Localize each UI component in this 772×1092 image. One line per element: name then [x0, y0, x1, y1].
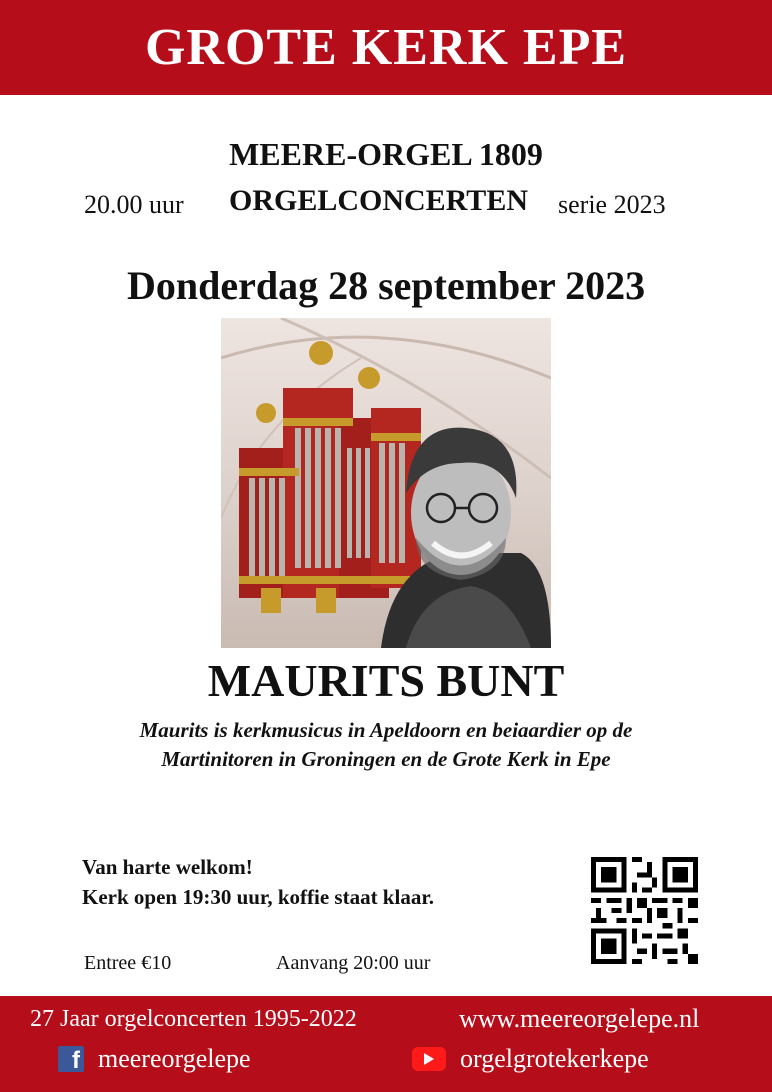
facebook-link[interactable] — [58, 1044, 251, 1074]
bio-line-1: Maurits is kerkmusicus in Apeldoorn en beiaardier op de — [139, 718, 633, 742]
years-text: 27 Jaar orgelconcerten 1995-2022 — [30, 1006, 357, 1032]
entry-price: Entree €10 — [84, 952, 172, 974]
welcome-text: Van harte welkom! — [82, 855, 253, 879]
welcome-block — [82, 852, 434, 912]
doors-open-text: Kerk open 19:30 uur, koffie staat klaar. — [82, 885, 434, 909]
page-title: GROTE KERK EPE — [144, 19, 628, 76]
footer-banner — [0, 996, 772, 1092]
facebook-handle: meereorgelepe — [98, 1044, 251, 1073]
event-info-row — [0, 184, 772, 224]
organ-title: MEERE-ORGEL 1809 — [229, 136, 543, 172]
performer-name: MAURITS BUNT — [207, 655, 565, 706]
bio-line-2: Martinitoren in Groningen en de Grote Kerk in Epe — [161, 747, 611, 771]
youtube-link[interactable] — [412, 1044, 649, 1074]
concert-time: 20.00 uur — [84, 190, 184, 219]
series-year: serie 2023 — [558, 190, 666, 219]
series-title: ORGELCONCERTEN — [229, 184, 528, 217]
youtube-icon — [412, 1047, 446, 1071]
qr-code[interactable] — [591, 857, 698, 964]
youtube-handle: orgelgrotekerkepe — [460, 1044, 649, 1073]
concert-date: Donderdag 28 september 2023 — [126, 263, 646, 308]
facebook-icon: f — [58, 1046, 84, 1072]
header-banner — [0, 0, 772, 95]
performer-organ-photo — [221, 318, 551, 648]
website-link[interactable]: www.meereorgelepe.nl — [459, 1004, 700, 1033]
performer-bio — [0, 716, 772, 774]
start-time: Aanvang 20:00 uur — [276, 952, 431, 974]
organ-photo-illustration — [221, 318, 551, 648]
